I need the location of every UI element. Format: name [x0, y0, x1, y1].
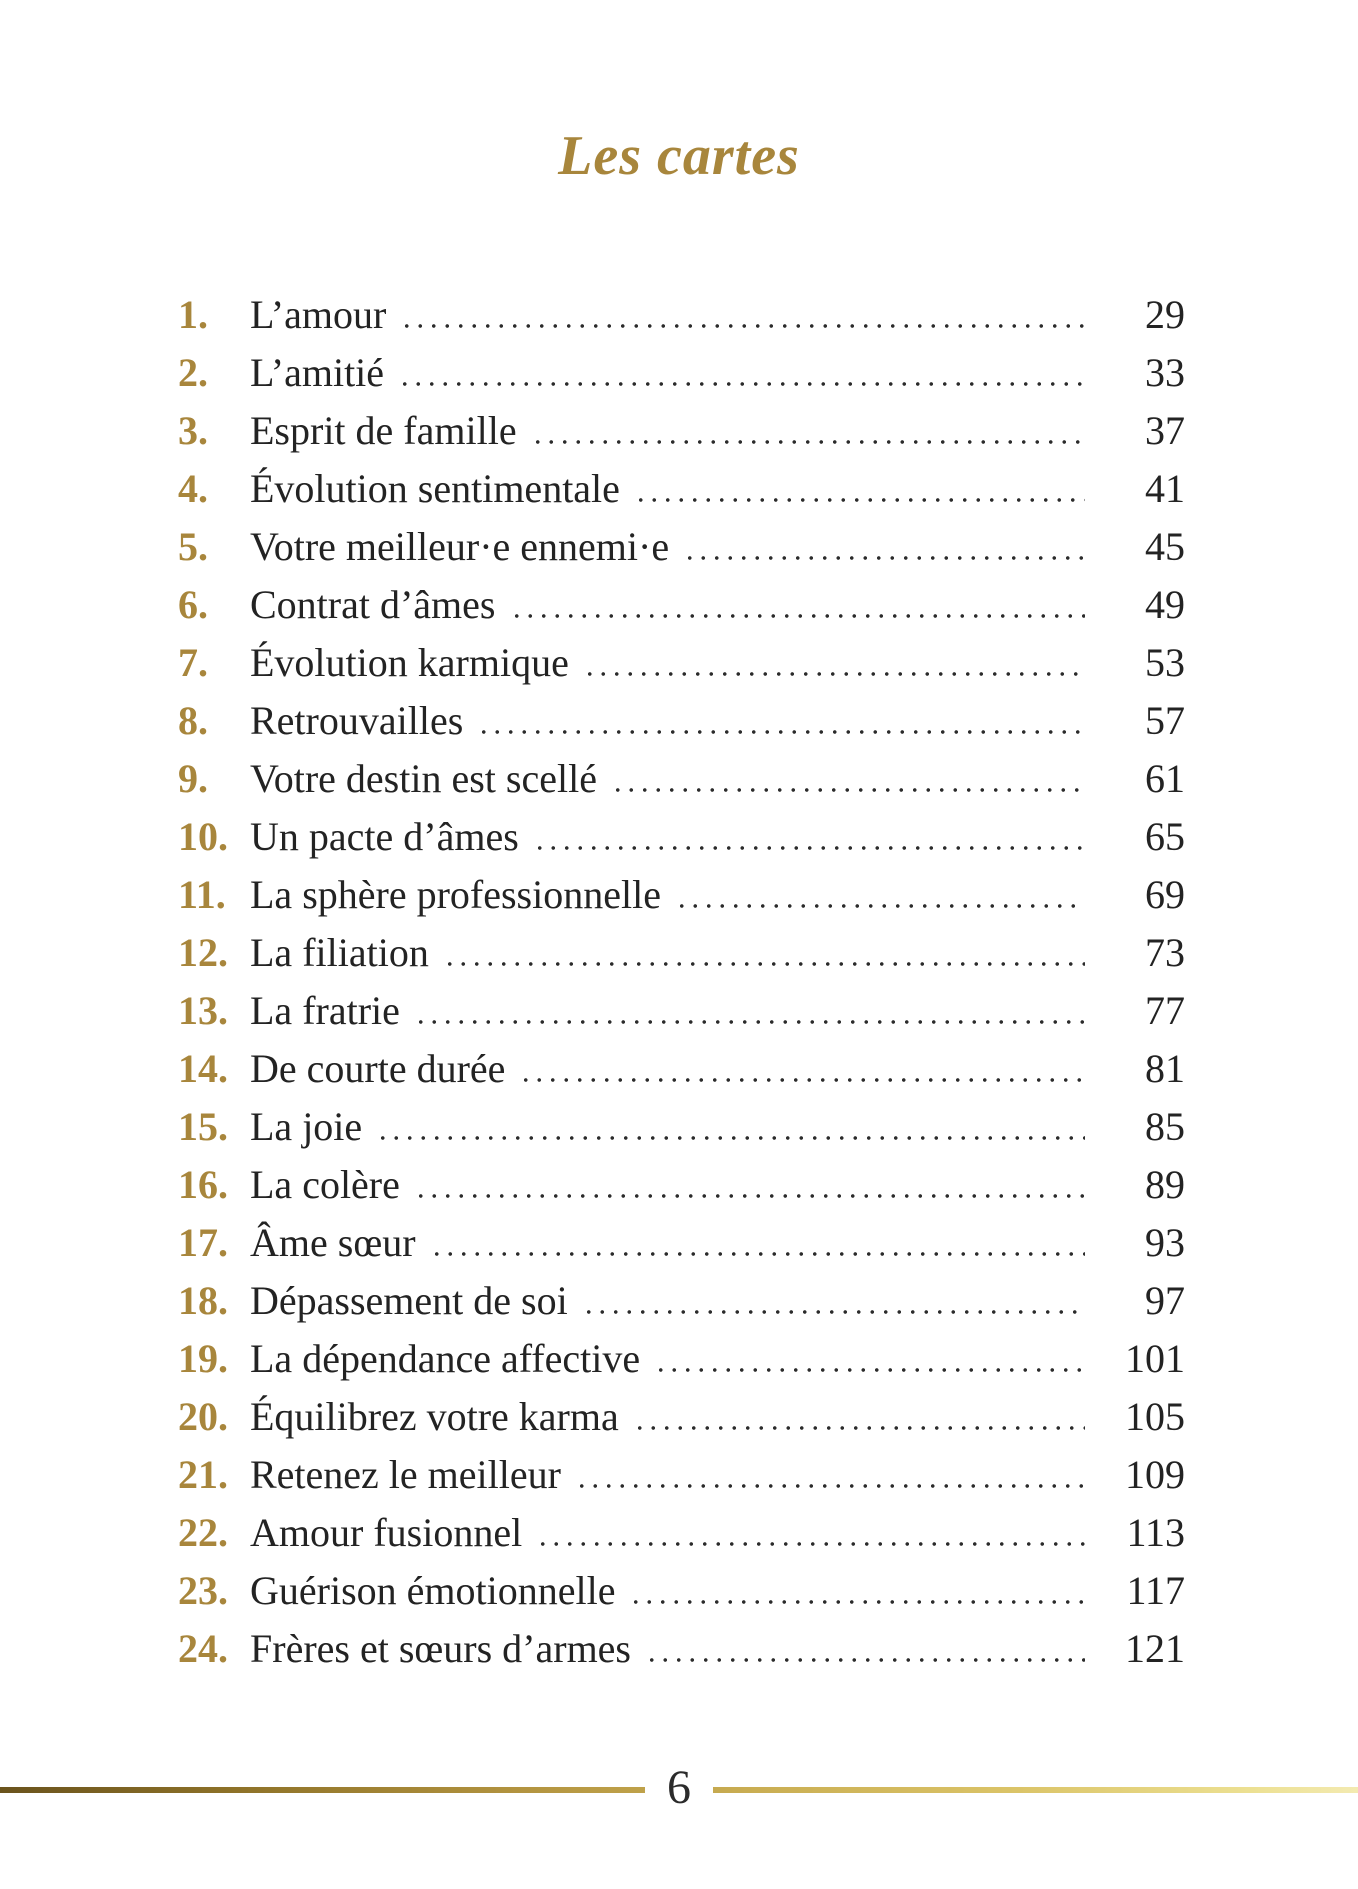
toc-entry — [178, 808, 1185, 866]
toc-entry — [178, 1156, 1185, 1214]
toc-dot-leader — [531, 402, 1085, 460]
toc-entry-label: La sphère professionnelle — [250, 872, 661, 917]
toc-entry-label: La dépendance affective — [250, 1336, 641, 1381]
toc-dot-leader — [654, 1330, 1085, 1388]
toc-entry-label: L’amour — [250, 292, 387, 337]
toc-entry-page: 37 — [1145, 408, 1185, 453]
toc-entry-page: 41 — [1145, 466, 1185, 511]
toc-entry-number: 11. — [178, 872, 226, 917]
toc-entry-page: 113 — [1126, 1510, 1185, 1555]
toc-entry — [178, 344, 1185, 402]
toc-dot-leader — [575, 1446, 1085, 1504]
toc-dot-leader — [675, 866, 1085, 924]
table-of-contents — [178, 286, 1185, 1678]
toc-entry-number: 18. — [178, 1278, 228, 1323]
toc-entry-label: Dépassement de soi — [250, 1278, 568, 1323]
toc-dot-leader — [414, 1156, 1085, 1214]
toc-entry-number: 10. — [178, 814, 228, 859]
toc-entry — [178, 866, 1185, 924]
page-title: Les cartes — [558, 125, 800, 187]
toc-dot-leader — [414, 982, 1085, 1040]
toc-dot-leader — [400, 286, 1085, 344]
toc-entry — [178, 576, 1185, 634]
toc-entry-label: Retenez le meilleur — [250, 1452, 561, 1497]
toc-entry-number: 23. — [178, 1568, 228, 1613]
toc-entry — [178, 1388, 1185, 1446]
toc-entry-label: De courte durée — [250, 1046, 506, 1091]
toc-dot-leader — [398, 344, 1085, 402]
toc-entry-label: Évolution karmique — [250, 640, 569, 685]
toc-entry — [178, 692, 1185, 750]
toc-entry-page: 121 — [1125, 1626, 1185, 1671]
toc-dot-leader — [443, 924, 1085, 982]
toc-entry-number: 15. — [178, 1104, 228, 1149]
toc-entry-number: 14. — [178, 1046, 228, 1091]
toc-entry-number: 3. — [178, 408, 208, 453]
toc-entry-label: Un pacte d’âmes — [250, 814, 519, 859]
toc-entry-number: 13. — [178, 988, 228, 1033]
toc-dot-leader — [376, 1098, 1085, 1156]
toc-dot-leader — [582, 1272, 1085, 1330]
toc-entry-page: 117 — [1126, 1568, 1185, 1613]
toc-entry — [178, 1098, 1185, 1156]
toc-entry — [178, 1562, 1185, 1620]
toc-dot-leader — [533, 808, 1085, 866]
toc-entry-label: La fratrie — [250, 988, 400, 1033]
toc-dot-leader — [683, 518, 1085, 576]
toc-entry — [178, 402, 1185, 460]
toc-entry-label: La joie — [250, 1104, 363, 1149]
toc-entry-label: La colère — [250, 1162, 400, 1207]
toc-entry — [178, 460, 1185, 518]
toc-dot-leader — [477, 692, 1085, 750]
toc-entry-number: 4. — [178, 466, 208, 511]
toc-entry — [178, 1620, 1185, 1678]
toc-entry-number: 1. — [178, 292, 208, 337]
toc-dot-leader — [510, 576, 1086, 634]
toc-entry-number: 7. — [178, 640, 208, 685]
toc-entry-label: Votre meilleur·e ennemi·e — [250, 524, 670, 569]
toc-entry — [178, 1040, 1185, 1098]
toc-dot-leader — [519, 1040, 1085, 1098]
toc-entry-label: L’amitié — [250, 350, 385, 395]
toc-entry-number: 24. — [178, 1626, 228, 1671]
toc-entry-number: 17. — [178, 1220, 228, 1265]
toc-entry-page: 45 — [1145, 524, 1185, 569]
toc-entry-number: 12. — [178, 930, 228, 975]
toc-entry — [178, 924, 1185, 982]
toc-dot-leader — [629, 1562, 1085, 1620]
toc-entry-number: 19. — [178, 1336, 228, 1381]
toc-entry-page: 81 — [1145, 1046, 1185, 1091]
toc-entry — [178, 518, 1185, 576]
toc-entry-number: 16. — [178, 1162, 228, 1207]
toc-entry-page: 77 — [1145, 988, 1185, 1033]
toc-entry-label: Guérison émotionnelle — [250, 1568, 616, 1613]
toc-entry-page: 53 — [1145, 640, 1185, 685]
toc-entry-page: 101 — [1125, 1336, 1185, 1381]
toc-entry-page: 61 — [1145, 756, 1185, 801]
toc-dot-leader — [583, 634, 1085, 692]
toc-entry-label: Équilibrez votre karma — [250, 1394, 619, 1439]
toc-entry-page: 85 — [1145, 1104, 1185, 1149]
toc-entry-page: 69 — [1145, 872, 1185, 917]
toc-entry — [178, 1214, 1185, 1272]
toc-entry-label: Retrouvailles — [250, 698, 464, 743]
toc-dot-leader — [430, 1214, 1085, 1272]
toc-entry — [178, 1272, 1185, 1330]
toc-dot-leader — [634, 460, 1085, 518]
toc-entry-page: 57 — [1145, 698, 1185, 743]
toc-entry — [178, 982, 1185, 1040]
toc-entry-page: 33 — [1145, 350, 1185, 395]
toc-entry-page: 89 — [1145, 1162, 1185, 1207]
toc-entry-page: 65 — [1145, 814, 1185, 859]
toc-entry — [178, 1330, 1185, 1388]
toc-entry-label: Votre destin est scellé — [250, 756, 597, 801]
toc-entry-label: La filiation — [250, 930, 429, 975]
toc-entry-number: 22. — [178, 1510, 228, 1555]
toc-entry-label: Âme sœur — [250, 1220, 416, 1265]
toc-entry — [178, 286, 1185, 344]
toc-entry — [178, 1504, 1185, 1562]
toc-entry-label: Amour fusionnel — [250, 1510, 523, 1555]
toc-dot-leader — [536, 1504, 1085, 1562]
page-number: 6 — [645, 1756, 713, 1820]
toc-entry-page: 97 — [1145, 1278, 1185, 1323]
toc-entry-number: 8. — [178, 698, 208, 743]
toc-entry-number: 9. — [178, 756, 208, 801]
toc-dot-leader — [611, 750, 1085, 808]
toc-dot-leader — [633, 1388, 1085, 1446]
toc-dot-leader — [645, 1620, 1085, 1678]
toc-entry-label: Frères et sœurs d’armes — [250, 1626, 631, 1671]
toc-entry-label: Esprit de famille — [250, 408, 517, 453]
toc-entry-number: 20. — [178, 1394, 228, 1439]
toc-entry-number: 5. — [178, 524, 208, 569]
toc-entry — [178, 750, 1185, 808]
toc-entry — [178, 1446, 1185, 1504]
toc-entry-page: 49 — [1145, 582, 1185, 627]
toc-entry-page: 109 — [1125, 1452, 1185, 1497]
toc-entry-page: 73 — [1145, 930, 1185, 975]
toc-entry-label: Évolution sentimentale — [250, 466, 620, 511]
toc-entry-page: 105 — [1125, 1394, 1185, 1439]
page-footer — [0, 1756, 1358, 1820]
toc-entry-number: 2. — [178, 350, 208, 395]
toc-entry-number: 6. — [178, 582, 208, 627]
toc-entry-page: 29 — [1145, 292, 1185, 337]
toc-entry-label: Contrat d’âmes — [250, 582, 496, 627]
toc-entry — [178, 634, 1185, 692]
toc-entry-page: 93 — [1145, 1220, 1185, 1265]
toc-entry-number: 21. — [178, 1452, 228, 1497]
